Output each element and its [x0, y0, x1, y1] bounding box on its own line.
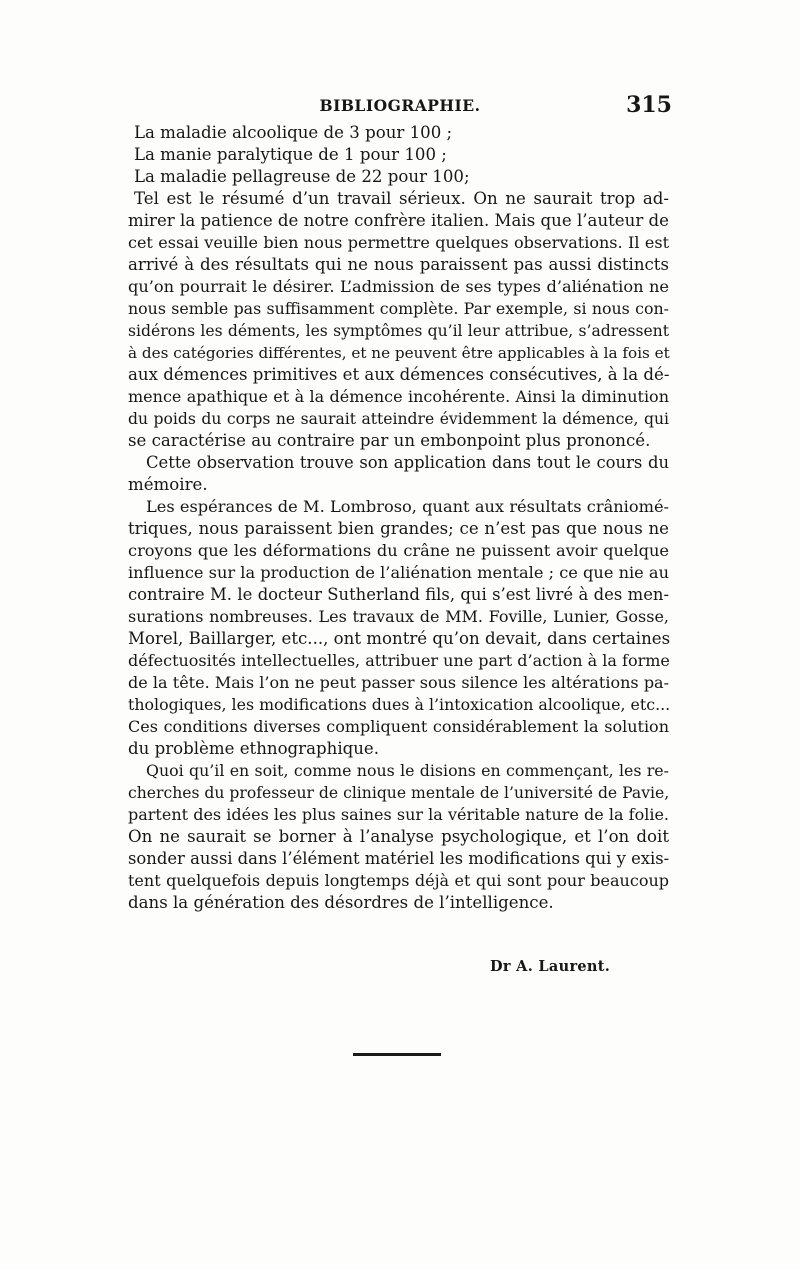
text-line: sonder aussi dans l’élément matériel les modifications qui y exis- [128, 849, 670, 868]
text-line: Les espérances de M. Lombroso, quant aux résultats crâniomé- [146, 497, 669, 516]
text-line: La maladie alcoolique de 3 pour 100 ; [134, 123, 453, 142]
text-line: mirer la patience de notre confrère italien. Mais que l’auteur de [128, 211, 669, 230]
text-line: triques, nous paraissent bien grandes; ce n’est pas que nous ne [128, 519, 669, 538]
text-line: se caractérise au contraire par un embonpoint plus prononcé. [128, 431, 651, 450]
text-line: La manie paralytique de 1 pour 100 ; [134, 145, 447, 164]
text-line: arrivé à des résultats qui ne nous paraissent pas aussi distincts [128, 255, 669, 274]
text-line: On ne saurait se borner à l’analyse psychologique, et l’on doit [128, 827, 669, 846]
running-title: BIBLIOGRAPHIE. [319, 96, 481, 115]
text-line: Cette observation trouve son application dans tout le cours du [146, 453, 669, 472]
text-line: du problème ethnographique. [128, 739, 380, 758]
text-line: partent des idées les plus saines sur la véritable nature de la folie. [128, 805, 669, 824]
text-line: contraire M. le docteur Sutherland fils, qui s’est livré à des men- [128, 585, 669, 604]
signature-line [128, 956, 669, 978]
running-head [130, 92, 670, 120]
page-number: 315 [626, 92, 672, 118]
text-line: cet essai veuille bien nous permettre quelques observations. Il est [128, 233, 669, 252]
text-line: surations nombreuses. Les travaux de MM. Foville, Lunier, Gosse, [128, 607, 669, 626]
text-line: Ces conditions diverses compliquent considérablement la solution [128, 717, 669, 736]
text-line: sidérons les déments, les symptômes qu’il leur attribue, s’adressent [128, 322, 669, 340]
text-line: du poids du corps ne saurait atteindre évidemment la démence, qui [128, 410, 669, 428]
text-line: mémoire. [128, 475, 208, 494]
text-line: Morel, Baillarger, etc..., ont montré qu’on devait, dans certaines [128, 629, 671, 648]
text-line: La maladie pellagreuse de 22 pour 100; [134, 167, 470, 186]
text-line: dans la génération des désordres de l’intelligence. [128, 893, 554, 912]
text-line: nous semble pas suffisamment complète. Par exemple, si nous con- [128, 299, 669, 318]
text-line: influence sur la production de l’aliénation mentale ; ce que nie au [128, 563, 669, 582]
body-text [128, 122, 669, 914]
text-line: croyons que les déformations du crâne ne puissent avoir quelque [128, 541, 669, 560]
text-line: aux démences primitives et aux démences consécutives, à la dé- [128, 365, 670, 384]
text-line: qu’on pourrait le désirer. L’admission de ses types d’aliénation ne [128, 277, 669, 296]
text-line: tent quelquefois depuis longtemps déjà et qui sont pour beaucoup [128, 871, 669, 890]
text-line: Quoi qu’il en soit, comme nous le disions en commençant, les re- [146, 761, 669, 780]
text-line: mence apathique et à la démence incohérente. Ainsi la diminution [128, 387, 669, 406]
text-line: à des catégories différentes, et ne peuvent être applicables à la fois et [128, 344, 670, 362]
author-signature: Dr A. Laurent. [490, 958, 611, 975]
text-line: thologiques, les modifications dues à l’intoxication alcoolique, etc... [128, 695, 671, 714]
text-line: cherches du professeur de clinique mentale de l’université de Pavie, [128, 784, 670, 802]
end-rule [353, 1053, 441, 1056]
text-line: de la tête. Mais l’on ne peut passer sous silence les altérations pa- [128, 673, 669, 692]
text-line: défectuosités intellectuelles, attribuer une part d’action à la forme [128, 651, 670, 670]
text-line: Tel est le résumé d’un travail sérieux. On ne saurait trop ad- [134, 189, 669, 208]
